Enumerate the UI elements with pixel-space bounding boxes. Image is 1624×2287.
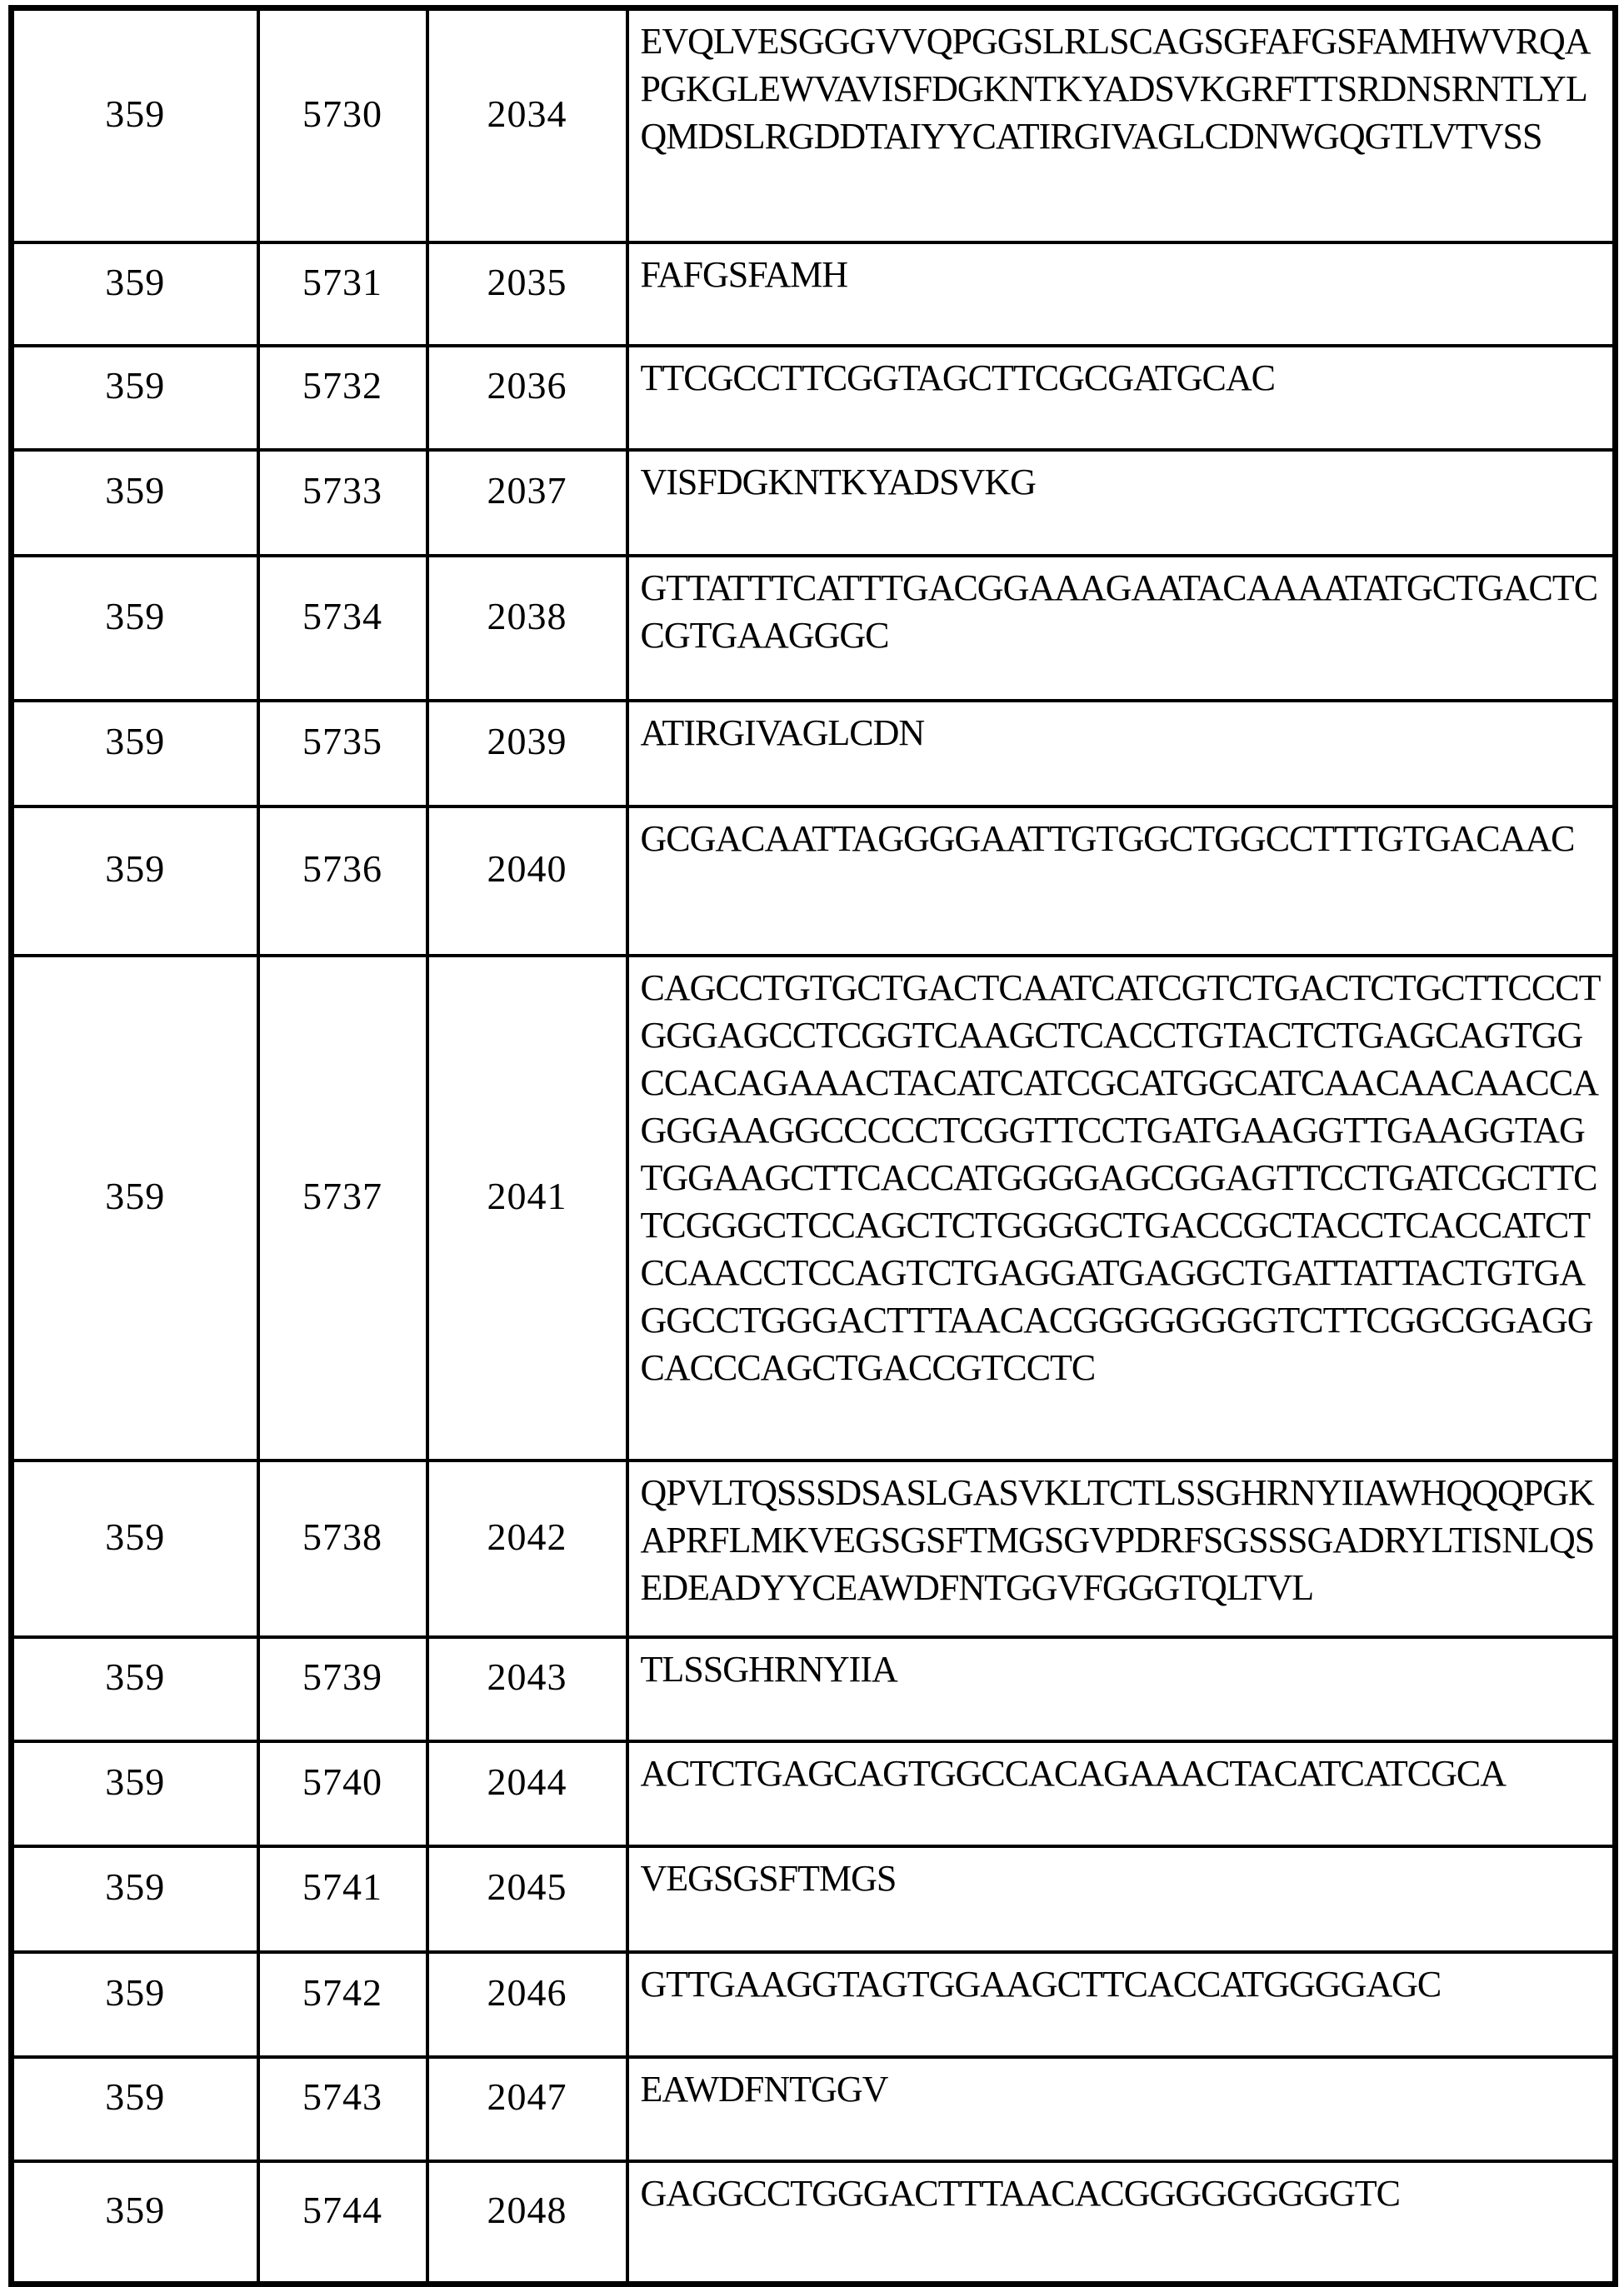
table-row [12,1952,1616,2057]
cell-entry-number: 5738 [258,1461,427,1637]
cell-entry-number: 5739 [258,1637,427,1741]
table-row [12,450,1616,556]
table-row [12,956,1616,1461]
table-row [12,1461,1616,1637]
table-row [12,346,1616,450]
cell-group-number: 359 [12,806,258,956]
cell-group-number: 359 [12,1461,258,1637]
cell-seq-id-number: 2035 [427,242,627,346]
cell-seq-id-number: 2043 [427,1637,627,1741]
table-row [12,1741,1616,1846]
table-row [12,242,1616,346]
table-row [12,2161,1616,2285]
cell-group-number: 359 [12,1741,258,1846]
cell-entry-number: 5733 [258,450,427,556]
cell-sequence-text: GAGGCCTGGGACTTTAACACGGGGGGGGGTC [627,2161,1616,2285]
cell-seq-id-number: 2046 [427,1952,627,2057]
cell-group-number: 359 [12,346,258,450]
cell-seq-id-number: 2048 [427,2161,627,2285]
cell-entry-number: 5730 [258,8,427,243]
sequence-table [8,5,1618,2287]
cell-sequence-text: TLSSGHRNYIIA [627,1637,1616,1741]
cell-entry-number: 5740 [258,1741,427,1846]
cell-sequence-text: TTCGCCTTCGGTAGCTTCGCGATGCAC [627,346,1616,450]
cell-seq-id-number: 2041 [427,956,627,1461]
cell-sequence-text: QPVLTQSSSDSASLGASVKLTCTLSSGHRNYIIAWHQQQPGKAPRFLMKVEGSGSFTMGSGVPDRFSGSSSGADRYLTISNLQSEDEADYYCEAWDFNTGGVFGGGTQLTVL [627,1461,1616,1637]
cell-group-number: 359 [12,242,258,346]
cell-group-number: 359 [12,2161,258,2285]
cell-sequence-text: GCGACAATTAGGGGAATTGTGGCTGGCCTTTGTGACAAC [627,806,1616,956]
table-row [12,701,1616,806]
cell-seq-id-number: 2039 [427,701,627,806]
cell-entry-number: 5735 [258,701,427,806]
cell-sequence-text: EAWDFNTGGV [627,2057,1616,2161]
cell-sequence-text: ATIRGIVAGLCDN [627,701,1616,806]
cell-seq-id-number: 2038 [427,556,627,701]
table-row [12,806,1616,956]
cell-entry-number: 5734 [258,556,427,701]
cell-entry-number: 5742 [258,1952,427,2057]
cell-entry-number: 5731 [258,242,427,346]
cell-sequence-text: ACTCTGAGCAGTGGCCACAGAAACTACATCATCGCA [627,1741,1616,1846]
cell-entry-number: 5732 [258,346,427,450]
cell-group-number: 359 [12,1952,258,2057]
cell-group-number: 359 [12,1846,258,1952]
cell-seq-id-number: 2037 [427,450,627,556]
table-row [12,1637,1616,1741]
cell-group-number: 359 [12,1637,258,1741]
cell-group-number: 359 [12,2057,258,2161]
cell-sequence-text: VEGSGSFTMGS [627,1846,1616,1952]
cell-seq-id-number: 2034 [427,8,627,243]
cell-seq-id-number: 2047 [427,2057,627,2161]
cell-group-number: 359 [12,701,258,806]
cell-group-number: 359 [12,450,258,556]
cell-sequence-text: VISFDGKNTKYADSVKG [627,450,1616,556]
table-row [12,8,1616,243]
cell-seq-id-number: 2040 [427,806,627,956]
cell-entry-number: 5741 [258,1846,427,1952]
cell-sequence-text: FAFGSFAMH [627,242,1616,346]
cell-group-number: 359 [12,956,258,1461]
cell-sequence-text: GTTGAAGGTAGTGGAAGCTTCACCATGGGGAGC [627,1952,1616,2057]
cell-group-number: 359 [12,8,258,243]
cell-seq-id-number: 2036 [427,346,627,450]
cell-entry-number: 5736 [258,806,427,956]
cell-seq-id-number: 2042 [427,1461,627,1637]
cell-seq-id-number: 2045 [427,1846,627,1952]
table-row [12,556,1616,701]
cell-entry-number: 5744 [258,2161,427,2285]
cell-entry-number: 5737 [258,956,427,1461]
cell-group-number: 359 [12,556,258,701]
cell-seq-id-number: 2044 [427,1741,627,1846]
sequence-table-body [12,8,1616,2285]
cell-sequence-text: CAGCCTGTGCTGACTCAATCATCGTCTGACTCTGCTTCCCTGGGAGCCTCGGTCAAGCTCACCTGTACTCTGAGCAGTGGCCACAGAAACTACATCATCGCATGGCATCAACAACAACCAGGGAAGGCCCCCTCGGTTCCTGATGAAGGTTGAAGGTAGTGGAAGCTTCACCATGGGGAGCGGAGTTCCTGATCGCTTCTCGGGCTCCAGCTCTGGGGCTGACCGCTACCTCACCATCTCCAACCTCCAGTCTGAGGATGAGGCTGATTATTACTGTGAGGCCTGGGACTTTAACACGGGGGGGGTCTTCGGCGGAGGCACCCAGCTGACCGTCCTC [627,956,1616,1461]
cell-entry-number: 5743 [258,2057,427,2161]
table-row [12,1846,1616,1952]
table-row [12,2057,1616,2161]
cell-sequence-text: EVQLVESGGGVVQPGGSLRLSCAGSGFAFGSFAMHWVRQAPGKGLEWVAVISFDGKNTKYADSVKGRFTTSRDNSRNTLYLQMDSLRGDDTAIYYCATIRGIVAGLCDNWGQGTLVTVSS [627,8,1616,243]
cell-sequence-text: GTTATTTCATTTGACGGAAAGAATACAAAATATGCTGACTCCGTGAAGGGC [627,556,1616,701]
